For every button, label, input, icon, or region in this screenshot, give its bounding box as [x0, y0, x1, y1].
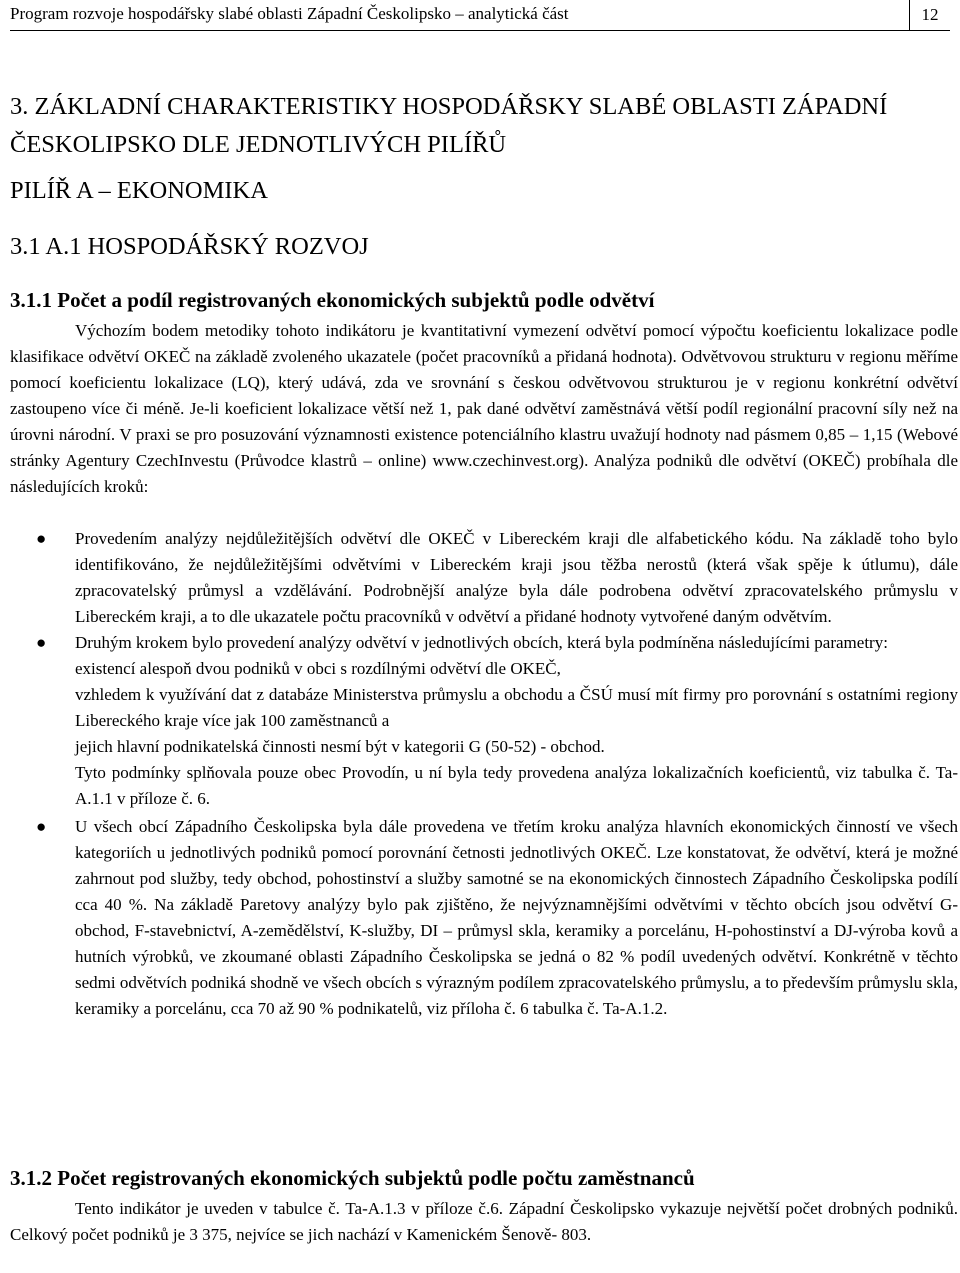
subsection-1-intro [10, 318, 958, 500]
list-item [10, 814, 958, 1022]
bullet-icon: ● [36, 633, 47, 652]
list-item [10, 526, 958, 630]
header-divider [10, 30, 950, 31]
step-2-param-3: jejich hlavní podnikatelská činnosti nesmí být v kategorii G (50-52) - obchod. [75, 737, 605, 756]
document-title: Program rozvoje hospodářsky slabé oblasti Západní Českolipsko – analytická část [10, 4, 569, 23]
analysis-steps-list [10, 526, 958, 1022]
step-2-outro: Tyto podmínky splňovala pouze obec Provodín, u ní byla tedy provedena analýza lokalizačních koeficientů, viz tabulka č. Ta-A.1.1 v příloze č. 6. [75, 763, 958, 808]
step-2-param-1: existencí alespoň dvou podniků v obci s rozdílnými odvětví dle OKEČ, [75, 659, 561, 678]
bullet-icon: ● [36, 817, 47, 836]
step-1-text: Provedením analýzy nejdůležitějších odvětví dle OKEČ v Libereckém kraji dle alfabetického kódu. Na základě toho bylo identifikováno, že nejdůležitějšími odvětvími v Libereckém kraji jsou těžba nerostů (která však spěje k útlumu), dále zpracovatelský průmysl a vzdělávání. Podrobnější analýze byla dále podrobena odvětví zpracovatelského průmyslu v Libereckém kraji, a to dle ukazatele počtu pracovníků v odvětví a přidané hodnoty vytvořené daným odvětvím. [75, 529, 958, 626]
subsection-1-intro-text: Výchozím bodem metodiky tohoto indikátoru je kvantitativní vymezení odvětví pomocí výpočtu koeficientu lokalizace podle klasifikace odvětví OKEČ na základě zvoleného ukazatele (počet pracovníků a přidaná hodnota). Odvětvovou strukturu v regionu měříme pomocí koeficientu lokalizace (LQ), který udává, zda ve srovnání s českou odvětvovou strukturou je v regionu konkrétní odvětví zastoupeno více či méně. Je-li koeficient lokalizace větší než 1, pak dané odvětví zaměstnává větší podíl regionální pracovní síly než na úrovni národní. V praxi se pro posuzování významnosti existence potenciálního klastru uvažují hodnoty nad pásmem 0,85 – 1,15 (Webové stránky Agentury CzechInvestu (Průvodce klastrů – online) www.czechinvest.org). Analýza podniků dle odvětví (OKEČ) probíhala dle následujících kroků: [10, 321, 958, 496]
step-3-text: U všech obcí Západního Českolipska byla dále provedena ve třetím kroku analýza hlavních ekonomických činností ve všech kategoriích u jednotlivých podniků pomocí porovnání četnosti jednotlivých OKEČ. Lze konstatovat, že odvětví, která je možné zahrnout pod služby, tedy obchod, pohostinství a služby samotné se na ekonomických činnostech Západního Českolipska podílí cca 40 %. Na základě Paretovy analýzy bylo pak zjištěno, že nejvýznamnějšími odvětvími v těchto obcích jsou odvětví G-obchod, F-stavebnictví, A-zemědělství, K-služby, DI – průmysl skla, keramiky a porcelánu, H-pohostinství a DJ-výroba kovů a hutních výrobků, ve zkoumané oblasti Západního Českolipska se jedná o 82 % podíl uvedených odvětví. Konkrétně v těchto sedmi odvětvích podniká shodně ve všech obcích s výrazným podílem zpracovatelského průmyslu, a to především průmyslu skla, keramiky a porcelánu, cca 70 až 90 % podnikatelů, viz příloha č. 6 tabulka č. Ta-A.1.2. [75, 817, 958, 1018]
section-title: 3.1 A.1 HOSPODÁŘSKÝ ROZVOJ [10, 233, 369, 260]
subsection-2-title: 3.1.2 Počet registrovaných ekonomických subjektů podle počtu zaměstnanců [10, 1166, 695, 1190]
chapter-title: 3. ZÁKLADNÍ CHARAKTERISTIKY HOSPODÁŘSKY SLABÉ OBLASTI ZÁPADNÍ ČESKOLIPSKO DLE JEDNOTLIVÝCH PILÍŘŮ [10, 93, 888, 158]
subsection-1-title: 3.1.1 Počet a podíl registrovaných ekonomických subjektů podle odvětví [10, 288, 655, 312]
pillar-title: PILÍŘ A – EKONOMIKA [10, 177, 268, 204]
step-2-intro: Druhým krokem bylo provedení analýzy odvětví v jednotlivých obcích, která byla podmíněna následujícími parametry: [75, 633, 888, 652]
page-header [10, 0, 950, 30]
bullet-icon: ● [36, 529, 47, 548]
subsection-2-text [10, 1196, 958, 1248]
step-2-param-2: vzhledem k využívání dat z databáze Ministerstva průmyslu a obchodu a ČSÚ musí mít firmy pro porovnání s ostatními regiony Libereckého kraje více jak 100 zaměstnanců a [75, 685, 958, 730]
list-item [10, 630, 958, 812]
page-number: 12 [909, 0, 950, 30]
subsection-2-body: Tento indikátor je uveden v tabulce č. Ta-A.1.3 v příloze č.6. Západní Českolipsko vykazuje největší počet drobných podniků. Celkový počet podniků je 3 375, nejvíce se jich nachází v Kamenickém Šenově- 803. [10, 1199, 958, 1244]
